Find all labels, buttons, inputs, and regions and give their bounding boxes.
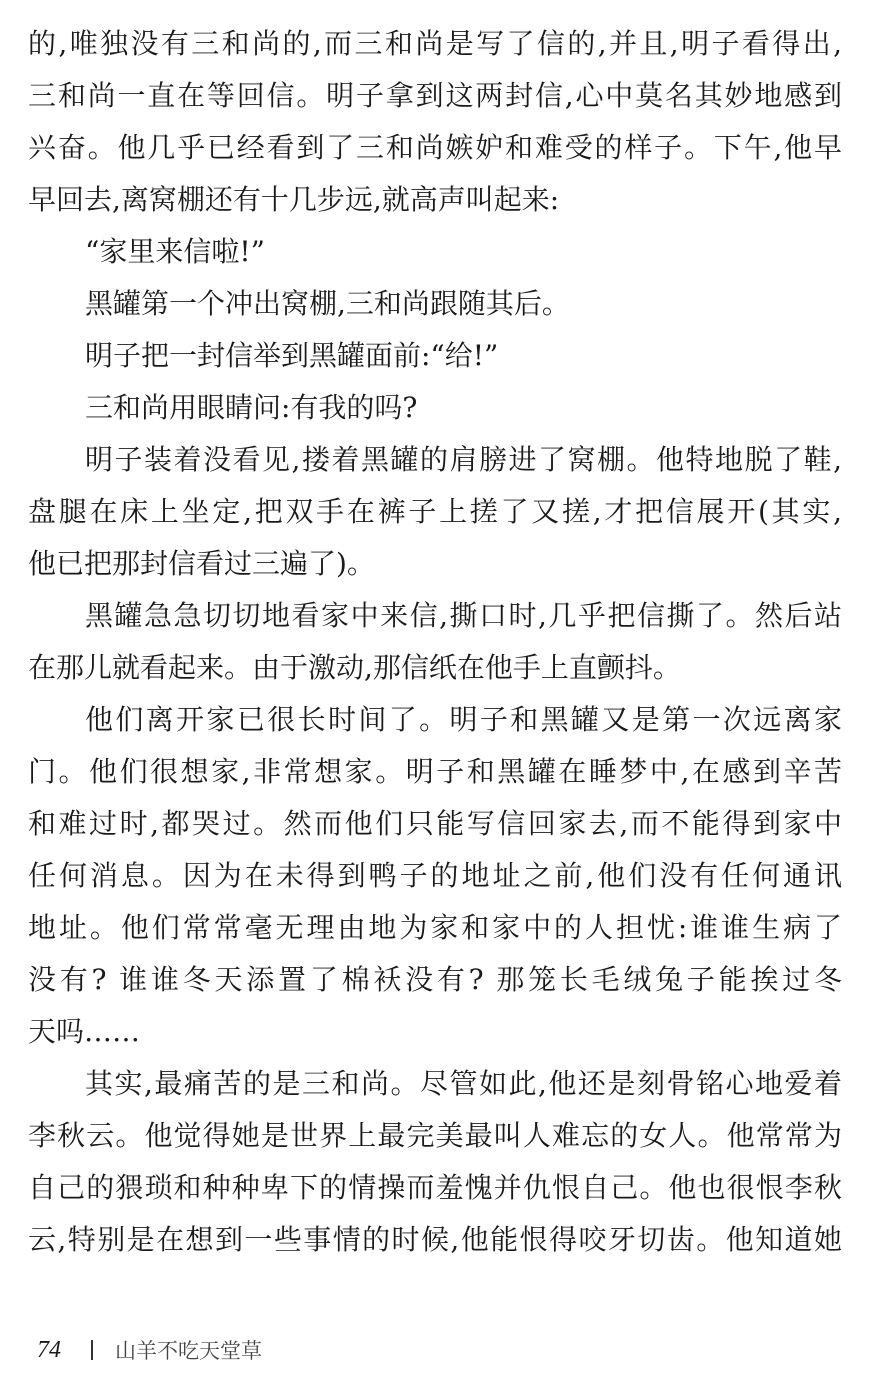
text-line: 地址。他们常常毫无理由地为家和家中的人担忧:谁谁生病了 — [28, 911, 842, 944]
text-line: 三和尚一直在等回信。明子拿到这两封信,心中莫名其妙地感到 — [28, 79, 842, 112]
text-line: 他们离开家已很长时间了。明子和黑罐又是第一次远离家 — [85, 703, 842, 736]
text-line: 天吗…… — [28, 1015, 141, 1048]
text-line: 明子装着没看见,搂着黑罐的肩膀进了窝棚。他特地脱了鞋, — [85, 443, 842, 476]
text-line: 自己的猥琐和种种卑下的情操而羞愧并仇恨自己。他也很恨李秋 — [28, 1171, 842, 1204]
text-line: 早回去,离窝棚还有十几步远,就高声叫起来: — [28, 183, 560, 216]
footer-separator — [91, 1340, 93, 1360]
text-line: 他已把那封信看过三遍了)。 — [28, 547, 375, 580]
text-line: 在那儿就看起来。由于激动,那信纸在他手上直颤抖。 — [28, 651, 681, 684]
text-line: 黑罐第一个冲出窝棚,三和尚跟随其后。 — [85, 287, 570, 320]
text-line: 云,特别是在想到一些事情的时候,他能恨得咬牙切齿。他知道她 — [28, 1223, 842, 1256]
page-body — [28, 18, 842, 1266]
text-line: “家里来信啦!” — [85, 235, 265, 268]
text-line: 李秋云。他觉得她是世界上最完美最叫人难忘的女人。他常常为 — [28, 1119, 842, 1152]
text-line: 门。他们很想家,非常想家。明子和黑罐在睡梦中,在感到辛苦 — [28, 755, 842, 788]
book-title: 山羊不吃天堂草 — [115, 1339, 262, 1363]
page-footer — [37, 1333, 262, 1367]
text-line: 盘腿在床上坐定,把双手在裤子上搓了又搓,才把信展开(其实, — [28, 495, 842, 528]
text-line: 和难过时,都哭过。然而他们只能写信回家去,而不能得到家中 — [28, 807, 842, 840]
text-line: 任何消息。因为在未得到鸭子的地址之前,他们没有任何通讯 — [28, 859, 842, 892]
text-line: 黑罐急急切切地看家中来信,撕口时,几乎把信撕了。然后站 — [85, 599, 842, 632]
text-line: 没有? 谁谁冬天添置了棉袄没有? 那笼长毛绒兔子能挨过冬 — [28, 963, 842, 996]
page-number: 74 — [37, 1336, 61, 1363]
text-line: 兴奋。他几乎已经看到了三和尚嫉妒和难受的样子。下午,他早 — [28, 131, 842, 164]
text-line: 明子把一封信举到黑罐面前:“给!” — [85, 339, 499, 372]
text-line: 三和尚用眼睛问:有我的吗? — [85, 391, 418, 424]
text-line: 其实,最痛苦的是三和尚。尽管如此,他还是刻骨铭心地爱着 — [85, 1067, 842, 1100]
text-line: 的,唯独没有三和尚的,而三和尚是写了信的,并且,明子看得出, — [28, 27, 842, 60]
